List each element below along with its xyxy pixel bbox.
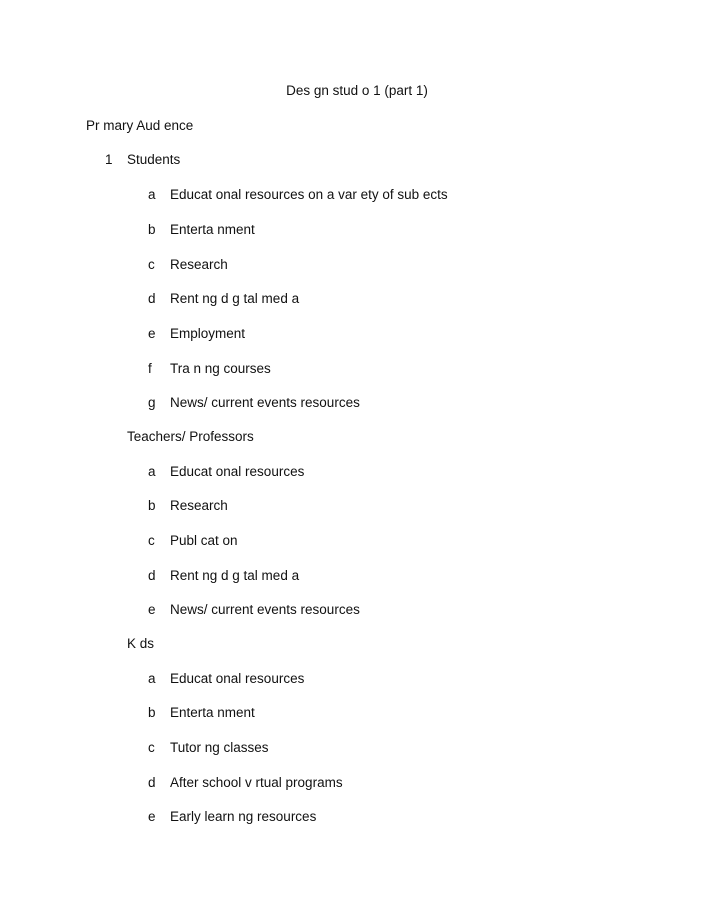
item-letter: g — [148, 395, 156, 410]
item-text: Educat onal resources — [170, 464, 305, 479]
item-text: Rent ng d g tal med a — [170, 291, 300, 306]
item-text: Enterta nment — [170, 705, 255, 720]
item-text: Tra n ng courses — [170, 361, 271, 376]
item-letter: f — [148, 361, 152, 376]
item-text: News/ current events resources — [170, 602, 360, 617]
item-letter: d — [148, 568, 156, 583]
item-letter: e — [148, 809, 156, 824]
item-letter: d — [148, 291, 156, 306]
item-text: Educat onal resources — [170, 671, 305, 686]
list-item — [0, 670, 714, 688]
document-title: Des gn stud o 1 (part 1) — [286, 83, 428, 98]
list-item — [0, 360, 714, 378]
list-item — [0, 774, 714, 792]
list-item — [0, 601, 714, 619]
list-item — [0, 463, 714, 481]
item-text: Publ cat on — [170, 533, 238, 548]
list-item — [0, 325, 714, 343]
list-item — [0, 256, 714, 274]
item-letter: e — [148, 602, 156, 617]
item-letter: e — [148, 326, 156, 341]
group-label: K ds — [127, 636, 155, 651]
list-item — [0, 221, 714, 239]
item-text: After school v rtual programs — [170, 775, 343, 790]
item-text: Tutor ng classes — [170, 740, 269, 755]
item-letter: a — [148, 464, 156, 479]
list-item — [0, 808, 714, 826]
list-item — [0, 394, 714, 412]
group-number: 1 — [105, 152, 113, 167]
item-letter: b — [148, 222, 156, 237]
item-letter: c — [148, 740, 155, 755]
item-letter: c — [148, 257, 155, 272]
item-text: News/ current events resources — [170, 395, 360, 410]
item-text: Early learn ng resources — [170, 809, 317, 824]
item-letter: d — [148, 775, 156, 790]
item-text: Rent ng d g tal med a — [170, 568, 300, 583]
item-letter: b — [148, 705, 156, 720]
list-item — [0, 497, 714, 515]
item-text: Employment — [170, 326, 246, 341]
list-item — [0, 186, 714, 204]
list-item — [0, 704, 714, 722]
item-text: Educat onal resources on a var ety of sub ects — [170, 187, 448, 202]
section-heading: Pr mary Aud ence — [86, 118, 194, 133]
item-text: Enterta nment — [170, 222, 255, 237]
list-item — [0, 567, 714, 585]
item-letter: b — [148, 498, 156, 513]
item-letter: a — [148, 187, 156, 202]
list-item — [0, 290, 714, 308]
item-text: Research — [170, 498, 228, 513]
item-letter: a — [148, 671, 156, 686]
list-item — [0, 739, 714, 757]
item-text: Research — [170, 257, 228, 272]
group-label: Students — [127, 152, 181, 167]
item-letter: c — [148, 533, 155, 548]
group-label: Teachers/ Professors — [127, 429, 254, 444]
list-item — [0, 532, 714, 550]
